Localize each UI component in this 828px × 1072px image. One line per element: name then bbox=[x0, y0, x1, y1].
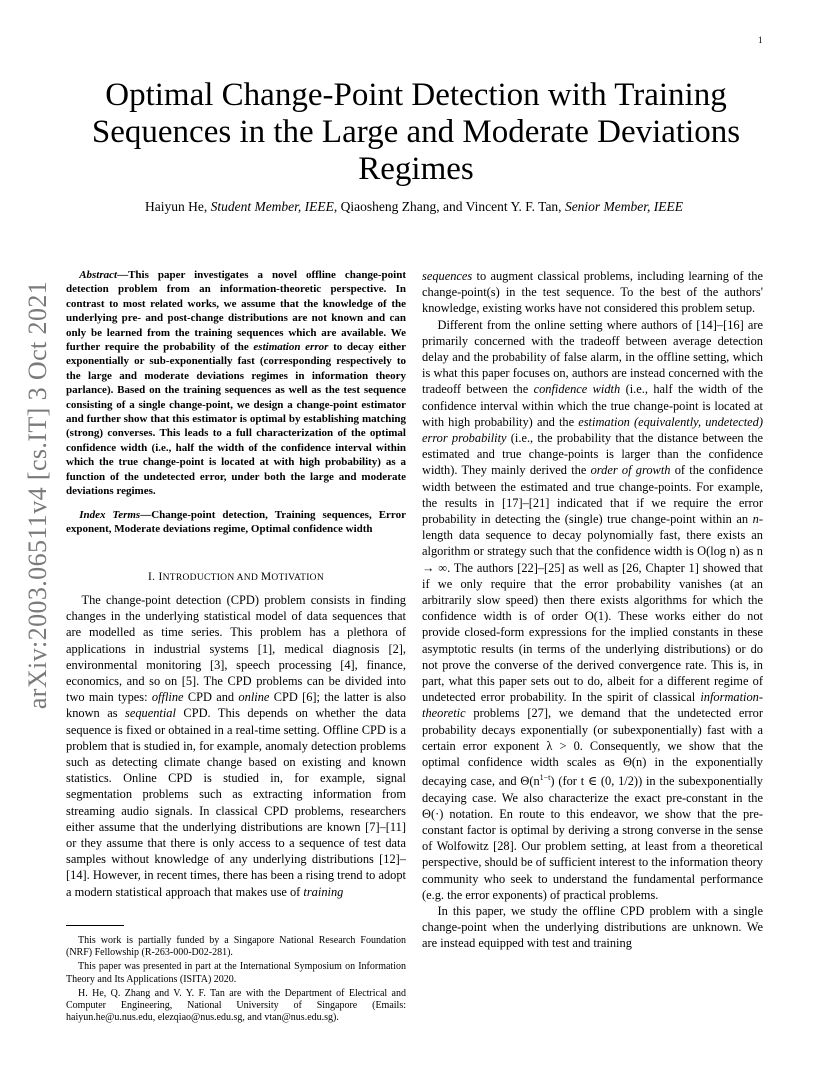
math-t-range: t ∈ (0, 1/2) bbox=[580, 774, 639, 789]
index-terms-text: —Change-point detection, Training sequences, Error exponent, Moderate deviations regime, Optimal confidence width bbox=[66, 509, 406, 536]
math-theta-n-pow: Θ(n bbox=[520, 774, 540, 789]
emph-information-theoretic: information-theoretic bbox=[422, 690, 763, 721]
right-paragraph-3: In this paper, we study the offline CPD problem with a single change-point when the underlying distributions are unknown. We are instead equipped with test and training bbox=[422, 904, 763, 951]
intro-emph-offline: offline bbox=[151, 690, 184, 705]
footnote-presentation: This paper was presented in part at the International Symposium on Information Theory and Its Applications (ISITA) 2020. bbox=[66, 961, 406, 985]
intro-emph-online: online bbox=[238, 690, 270, 705]
index-terms bbox=[66, 508, 406, 537]
page-number: 1 bbox=[758, 35, 763, 45]
math-o-1: O(1) bbox=[584, 609, 609, 624]
math-o-log-n: O(log n) bbox=[697, 544, 740, 559]
math-lambda: λ > 0 bbox=[546, 738, 580, 753]
abstract-emph: estimation error bbox=[253, 341, 329, 354]
footnotes bbox=[66, 935, 406, 1024]
index-terms-label: Index Terms bbox=[79, 509, 141, 521]
intro-text-2: CPD and bbox=[183, 690, 239, 705]
abstract-text-2: to decay either exponentially or sub-exponentially fast (corresponding respectively to the large and moderate deviations regimes in information theory parlance). Based on the training sequences as well as the test sequence consisting of a single change-point, we design a change-point estimator and further show that this estimator is optimal by establishing matching (strong) converses. This leads to a full characterization of the optimal confidence width (i.e., half the width of the confidence interval within which the true change-point is located at with high probability) as a function of the undetected error, under both the large and moderate deviations regimes. bbox=[66, 341, 406, 498]
section-heading: I. INTRODUCTION AND MOTIVATION bbox=[147, 571, 325, 583]
author-line bbox=[60, 199, 768, 215]
arxiv-sidebar-stamp bbox=[18, 280, 58, 710]
intro-emph-sequential: sequential bbox=[125, 706, 176, 721]
emph-order-of-growth: order of growth bbox=[590, 463, 671, 478]
abstract-text-1: This paper investigates a novel offline change-point detection problem from an information-theoretic perspective. In contrast to most related works, we assume that the knowledge of the underlying pre- and post-change distributions are not known and can only be learned from the training sequences which are available. We further require the probability of the bbox=[66, 269, 406, 354]
arxiv-identifier: arXiv:2003.06511v4 [cs.IT] 3 Oct 2021 bbox=[23, 280, 52, 710]
footnote-rule bbox=[66, 925, 124, 926]
footnote-affiliation: H. He, Q. Zhang and V. Y. F. Tan are with the Department of Electrical and Computer Engineering, National University of Singapore (Emails: haiyun.he@u.nus.edu, elezqiao@nus.edu.sg, and vtan@nus.edu.sg). bbox=[66, 987, 406, 1024]
right-text-p1: to augment classical problems, including learning of the change-point(s) in the test sequence. To the best of the authors' knowledge, existing works have not considered this problem setup. bbox=[422, 269, 763, 316]
math-exponent: 1−t bbox=[539, 773, 551, 783]
intro-text-3: CPD [6]; the latter is also known as bbox=[66, 690, 406, 721]
math-n: n bbox=[752, 512, 759, 527]
abstract-label: Abstract bbox=[79, 269, 118, 281]
paper-title: Optimal Change-Point Detection with Training Sequences in the Large and Moderate Deviations Regimes bbox=[91, 77, 741, 187]
intro-text-1: The change-point detection (CPD) problem consists in finding changes in the underlying statistical model of data sequences that are modelled as time series. This problem has a plethora of applications in industrial systems [1], medical diagnosis [2], environmental monitoring [3], speech processing [4], finance, economics, and so on [5]. The CPD problems can be divided into two main types: bbox=[66, 593, 406, 705]
math-n-to-inf: n → ∞ bbox=[422, 544, 763, 575]
math-theta-dot: Θ(·) bbox=[422, 806, 444, 821]
author-names-2: , Qiaosheng Zhang, and Vincent Y. F. Tan, bbox=[333, 199, 565, 214]
intro-emph-training: training bbox=[303, 884, 344, 899]
right-paragraph-2: Different from the online setting where authors of [14]–[16] are primarily concerned with the tradeoff between average detection delay and the probability of false alarm, in the offline setting, which is what this paper focuses on, authors are instead concerned with the tradeoff between the confidence width (i.e., half the width of the confidence interval within which the true change-point is located at with high probability) and the estimation (equivalently, undetected) error probability (i.e., the probability that the distance between the estimated and true change-points is larger than the confidence width). They mainly derived the order of growth of the confidence width between the estimated and true change-points. For example, the results in [17]–[21] indicated that if we require the error probability in detecting the (single) true change-point within an n-length data sequence to decay polynomially fast, there exists an algorithm or strategy such that the confidence width is O(log n) as n → ∞. The authors [22]–[25] as well as [26, Chapter 1] showed that if we only require that the error probability vanishes (at an arbitrarily slow speed) then there exists algorithms for which the confidence width is of order O(1). These works either do not provide closed-form expressions for the implied constants in these asymptotic results (in terms of the underlying distributions) or do not prove the converse of the derived convergence rate. This is, in part, what this paper sets out to do, albeit for a different regime of undetected error probability. In the spirit of classical information-theoretic problems [27], we demand that the undetected error probability decays exponentially (or subexponentially) fast with a certain error exponent λ > 0. Consequently, we show that the optimal confidence width scales as Θ(n) in the exponentially decaying case, and $\Theta(n^{1-t})$ (for t ∈ (0, 1/2)) in the subexponentially decaying case. We also characterize the exact pre-constant in the Θ(·) notation. En route to this endeavor, we show that the pre-constant factor is optimal by deriving a strong converse in the sense of Wolfowitz [28]. Our problem setting, at least from a theoretical perspective, should be of sufficient interest to the information theory community who seek to understand the fundamental performance (e.g. the error exponents) of practical problems. bbox=[422, 317, 764, 902]
footnote-funding: This work is partially funded by a Singapore National Research Foundation (NRF) Fellowship (R-263-000-D02-281). bbox=[66, 935, 406, 959]
emph-confidence-width: confidence width bbox=[533, 382, 621, 397]
intro-paragraph bbox=[66, 592, 406, 900]
math-theta-n: Θ(n) bbox=[622, 755, 647, 770]
emph-estimation-error: estimation (equivalently, undetected) error probability bbox=[422, 414, 763, 446]
right-column bbox=[422, 268, 763, 952]
author-role-1: Student Member, IEEE bbox=[210, 199, 334, 214]
abstract bbox=[66, 268, 406, 499]
author-role-2: Senior Member, IEEE bbox=[564, 199, 684, 214]
author-names-1: Haiyun He, bbox=[144, 199, 211, 214]
intro-text-4: CPD. This depends on whether the data sequence is fixed or obtained in a real-time setting. Offline CPD is a problem that is studied in, for example, anomaly detection problems such as detecting climate change based on existing and known statistics. Online CPD is studied in, for example, signal segmentation problems such as extracting information from streaming audio signals. In classical CPD problems, researchers either assume that the underlying distributions are known [7]–[11] or they assume that there is only access to a sequence of test data samples without knowledge of any underlying distributions [12]–[14]. However, in recent times, there has been a rising trend to adopt a modern statistical approach that makes use of bbox=[66, 706, 406, 899]
right-emph-sequences: sequences bbox=[422, 269, 473, 283]
abstract-dash: — bbox=[117, 269, 129, 281]
